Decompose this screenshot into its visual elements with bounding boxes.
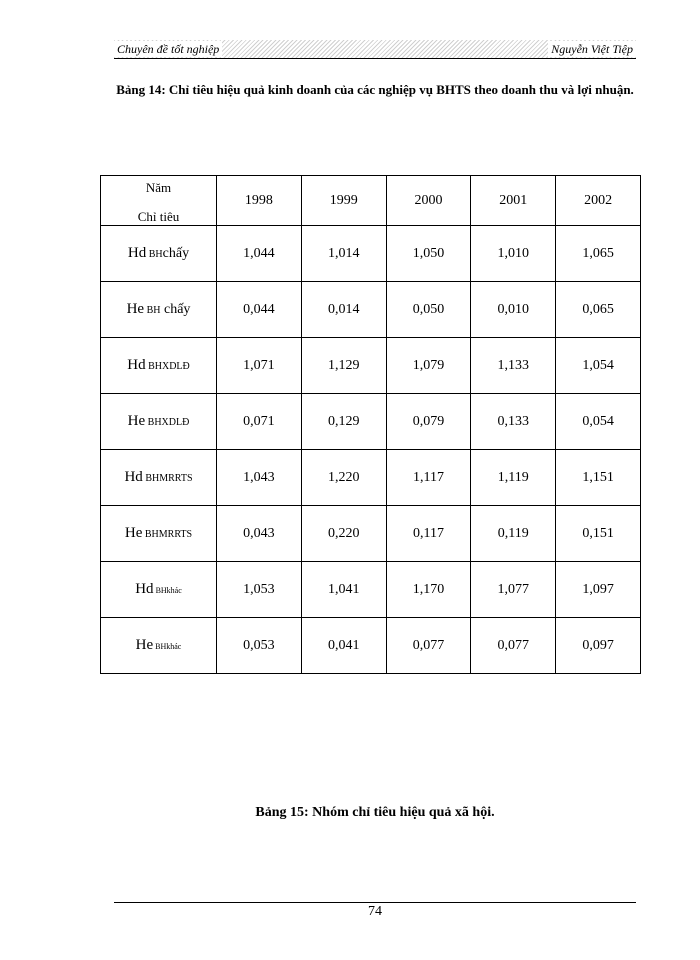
value-cell: 0,133 bbox=[471, 394, 556, 450]
indicator-cell bbox=[101, 450, 217, 506]
indicator-symbol: He bbox=[126, 301, 145, 317]
value-cell: 1,117 bbox=[386, 450, 471, 506]
indicator-cell bbox=[101, 338, 217, 394]
indicator-cell bbox=[101, 562, 217, 618]
value-cell: 0,071 bbox=[217, 394, 302, 450]
value-cell: 0,043 bbox=[217, 506, 302, 562]
indicator-symbol: He bbox=[124, 525, 143, 541]
value-cell: 1,041 bbox=[301, 562, 386, 618]
value-cell: 1,151 bbox=[556, 450, 641, 506]
value-cell: 1,050 bbox=[386, 226, 471, 282]
value-cell: 0,079 bbox=[386, 394, 471, 450]
indicator-subscript: BH bbox=[146, 249, 163, 260]
value-cell: 1,097 bbox=[556, 562, 641, 618]
value-cell: 1,129 bbox=[301, 338, 386, 394]
value-cell: 0,077 bbox=[471, 618, 556, 674]
value-cell: 0,044 bbox=[217, 282, 302, 338]
value-cell: 1,133 bbox=[471, 338, 556, 394]
indicator-suffix: chấy bbox=[162, 246, 190, 261]
table-15-caption: Bảng 15: Nhóm chỉ tiêu hiệu quả xã hội. bbox=[255, 805, 495, 820]
header-indicator-label: Chỉ tiêu bbox=[137, 209, 180, 224]
indicator-symbol: Hd bbox=[135, 581, 154, 597]
value-cell: 1,014 bbox=[301, 226, 386, 282]
indicator-symbol: Hd bbox=[127, 245, 147, 261]
table-row bbox=[101, 394, 641, 450]
value-cell: 0,077 bbox=[386, 618, 471, 674]
table-row bbox=[101, 226, 641, 282]
page-number: 74 bbox=[368, 904, 382, 919]
indicator-suffix: chấy bbox=[160, 302, 191, 317]
indicator-cell bbox=[101, 506, 217, 562]
table-row bbox=[101, 618, 641, 674]
indicator-subscript: BHXDLĐ bbox=[145, 361, 190, 372]
value-cell: 0,054 bbox=[556, 394, 641, 450]
indicator-subscript: BH bbox=[144, 305, 161, 316]
indicator-symbol: He bbox=[127, 413, 146, 429]
indicator-subscript: BHMRRTS bbox=[142, 473, 193, 484]
value-cell: 1,065 bbox=[556, 226, 641, 282]
header-corner-cell bbox=[101, 176, 217, 226]
table-14-caption: Bảng 14: Chỉ tiêu hiệu quả kinh doanh của các nghiệp vụ BHTS theo doanh thu và lợi nhuận. bbox=[116, 82, 634, 97]
year-header: 1998 bbox=[217, 176, 302, 226]
header-left-text: Chuyên đề tốt nghiệp bbox=[114, 41, 222, 57]
value-cell: 0,014 bbox=[301, 282, 386, 338]
header-right-text: Nguyễn Việt Tiệp bbox=[548, 41, 636, 57]
indicator-symbol: Hd bbox=[124, 469, 143, 485]
value-cell: 1,054 bbox=[556, 338, 641, 394]
value-cell: 0,041 bbox=[301, 618, 386, 674]
indicator-subscript: BHkhác bbox=[153, 586, 182, 595]
value-cell: 0,119 bbox=[471, 506, 556, 562]
table-row bbox=[101, 282, 641, 338]
year-header: 2001 bbox=[471, 176, 556, 226]
value-cell: 0,053 bbox=[217, 618, 302, 674]
value-cell: 0,220 bbox=[301, 506, 386, 562]
footer-divider bbox=[114, 902, 636, 903]
value-cell: 0,097 bbox=[556, 618, 641, 674]
value-cell: 1,043 bbox=[217, 450, 302, 506]
value-cell: 1,053 bbox=[217, 562, 302, 618]
indicator-symbol: Hd bbox=[127, 357, 146, 373]
value-cell: 0,050 bbox=[386, 282, 471, 338]
value-cell: 0,151 bbox=[556, 506, 641, 562]
year-header: 1999 bbox=[301, 176, 386, 226]
indicator-cell bbox=[101, 394, 217, 450]
indicator-cell bbox=[101, 226, 217, 282]
indicator-subscript: BHkhác bbox=[153, 642, 182, 651]
value-cell: 1,071 bbox=[217, 338, 302, 394]
indicator-cell bbox=[101, 618, 217, 674]
header-year-label: Năm bbox=[145, 180, 172, 195]
value-cell: 1,170 bbox=[386, 562, 471, 618]
value-cell: 1,220 bbox=[301, 450, 386, 506]
table-row bbox=[101, 450, 641, 506]
value-cell: 1,079 bbox=[386, 338, 471, 394]
value-cell: 1,077 bbox=[471, 562, 556, 618]
efficiency-table bbox=[100, 175, 641, 674]
value-cell: 1,044 bbox=[217, 226, 302, 282]
page-header bbox=[114, 40, 636, 59]
value-cell: 1,119 bbox=[471, 450, 556, 506]
year-header: 2002 bbox=[556, 176, 641, 226]
table-row bbox=[101, 338, 641, 394]
value-cell: 0,010 bbox=[471, 282, 556, 338]
indicator-subscript: BHXDLĐ bbox=[145, 417, 190, 428]
table-header-row bbox=[101, 176, 641, 226]
value-cell: 0,129 bbox=[301, 394, 386, 450]
value-cell: 0,065 bbox=[556, 282, 641, 338]
value-cell: 0,117 bbox=[386, 506, 471, 562]
year-header: 2000 bbox=[386, 176, 471, 226]
table-row bbox=[101, 506, 641, 562]
indicator-symbol: He bbox=[135, 637, 154, 653]
indicator-cell bbox=[101, 282, 217, 338]
table-row bbox=[101, 562, 641, 618]
value-cell: 1,010 bbox=[471, 226, 556, 282]
indicator-subscript: BHMRRTS bbox=[142, 529, 193, 540]
